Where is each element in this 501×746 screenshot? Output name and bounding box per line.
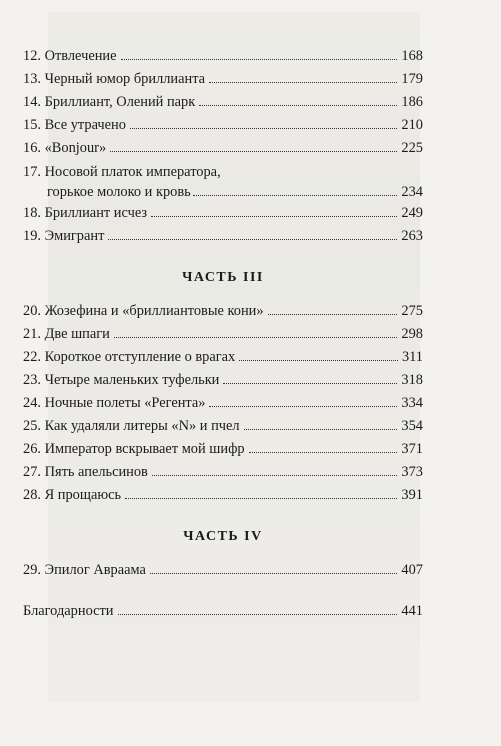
table-of-contents (23, 45, 423, 623)
toc-entry-label: 14. Бриллиант, Олений парк (23, 94, 196, 110)
toc-entry-label: 13. Черный юмор бриллианта (23, 71, 206, 87)
toc-entry-17-page: 234 (401, 184, 423, 200)
leader-dots (193, 195, 398, 196)
leader-dots (199, 105, 397, 106)
spacer (23, 582, 423, 600)
toc-entry-label: 29. Эпилог Авраама (23, 562, 146, 578)
toc-entry[interactable] (23, 461, 423, 484)
toc-entry-label: 19. Эмигрант (23, 228, 105, 244)
toc-entry-label: 24. Ночные полеты «Регента» (23, 395, 206, 411)
toc-entry-label: 25. Как удаляли литеры «N» и пчел (23, 418, 240, 434)
toc-entry-page: 275 (401, 303, 423, 319)
toc-entry[interactable] (23, 323, 423, 346)
leader-dots (249, 452, 398, 453)
toc-entry-29[interactable] (23, 559, 423, 582)
toc-entry-page: 354 (401, 418, 423, 434)
toc-entry-page: 407 (401, 562, 423, 578)
toc-entry-label: 27. Пять апельсинов (23, 464, 148, 480)
leader-dots (268, 314, 398, 315)
toc-entry-17[interactable] (23, 162, 423, 202)
toc-entry-page: 298 (401, 326, 423, 342)
toc-entry[interactable] (23, 91, 423, 114)
toc-entry-page: 179 (401, 71, 423, 87)
toc-entry-page: 334 (401, 395, 423, 411)
toc-entry[interactable] (23, 484, 423, 507)
toc-entry[interactable] (23, 415, 423, 438)
toc-entry[interactable] (23, 225, 423, 248)
toc-entry[interactable] (23, 346, 423, 369)
leader-dots (152, 475, 398, 476)
toc-group-chapters-18-19 (23, 202, 423, 248)
toc-entry-label: 22. Короткое отступление о врагах (23, 349, 236, 365)
toc-entry[interactable] (23, 438, 423, 461)
leader-dots (114, 337, 398, 338)
toc-entry-page: 391 (401, 487, 423, 503)
toc-entry-page: 263 (401, 228, 423, 244)
toc-entry-label: 16. «Bonjour» (23, 140, 107, 156)
toc-entry[interactable] (23, 392, 423, 415)
toc-entry[interactable] (23, 114, 423, 137)
leader-dots (244, 429, 398, 430)
toc-entry-page: 441 (401, 603, 423, 619)
toc-entry-label: Благодарности (23, 603, 114, 619)
toc-entry[interactable] (23, 369, 423, 392)
leader-dots (209, 406, 397, 407)
toc-entry-label: 18. Бриллиант исчез (23, 205, 148, 221)
toc-entry-17-line2: горькое молоко и кровь (47, 184, 191, 200)
toc-entry-page: 373 (401, 464, 423, 480)
toc-entry-acknowledgments[interactable] (23, 600, 423, 623)
toc-entry-label: 20. Жозефина и «бриллиантовые кони» (23, 303, 264, 319)
toc-entry-page: 225 (401, 140, 423, 156)
leader-dots (209, 82, 397, 83)
toc-entry-label: 23. Четыре маленьких туфельки (23, 372, 220, 388)
leader-dots (150, 573, 397, 574)
leader-dots (121, 59, 398, 60)
toc-group-chapters-20-28 (23, 300, 423, 507)
toc-entry-page: 168 (401, 48, 423, 64)
toc-entry[interactable] (23, 202, 423, 225)
toc-entry[interactable] (23, 137, 423, 160)
toc-entry-17-line1: 17. Носовой платок императора, (23, 164, 221, 180)
toc-entry-label: 21. Две шпаги (23, 326, 110, 342)
leader-dots (110, 151, 397, 152)
toc-entry-page: 311 (401, 349, 423, 365)
toc-entry-label: 12. Отвлечение (23, 48, 117, 64)
toc-entry-label: 28. Я прощаюсь (23, 487, 122, 503)
part-heading-3: ЧАСТЬ III (182, 270, 264, 285)
leader-dots (125, 498, 397, 499)
toc-entry-page: 210 (401, 117, 423, 133)
leader-dots (239, 360, 398, 361)
leader-dots (108, 239, 397, 240)
toc-entry-page: 186 (401, 94, 423, 110)
toc-entry-page: 318 (401, 372, 423, 388)
toc-entry-page: 371 (401, 441, 423, 457)
toc-entry[interactable] (23, 68, 423, 91)
leader-dots (130, 128, 397, 129)
toc-entry-label: 26. Император вскрывает мой шифр (23, 441, 245, 457)
leader-dots (151, 216, 397, 217)
leader-dots (118, 614, 398, 615)
toc-entry-page: 249 (401, 205, 423, 221)
leader-dots (223, 383, 397, 384)
toc-entry[interactable] (23, 300, 423, 323)
part-heading-4: ЧАСТЬ IV (183, 529, 263, 544)
toc-group-chapters-12-16 (23, 45, 423, 160)
toc-entry-label: 15. Все утрачено (23, 117, 126, 133)
toc-entry[interactable] (23, 45, 423, 68)
